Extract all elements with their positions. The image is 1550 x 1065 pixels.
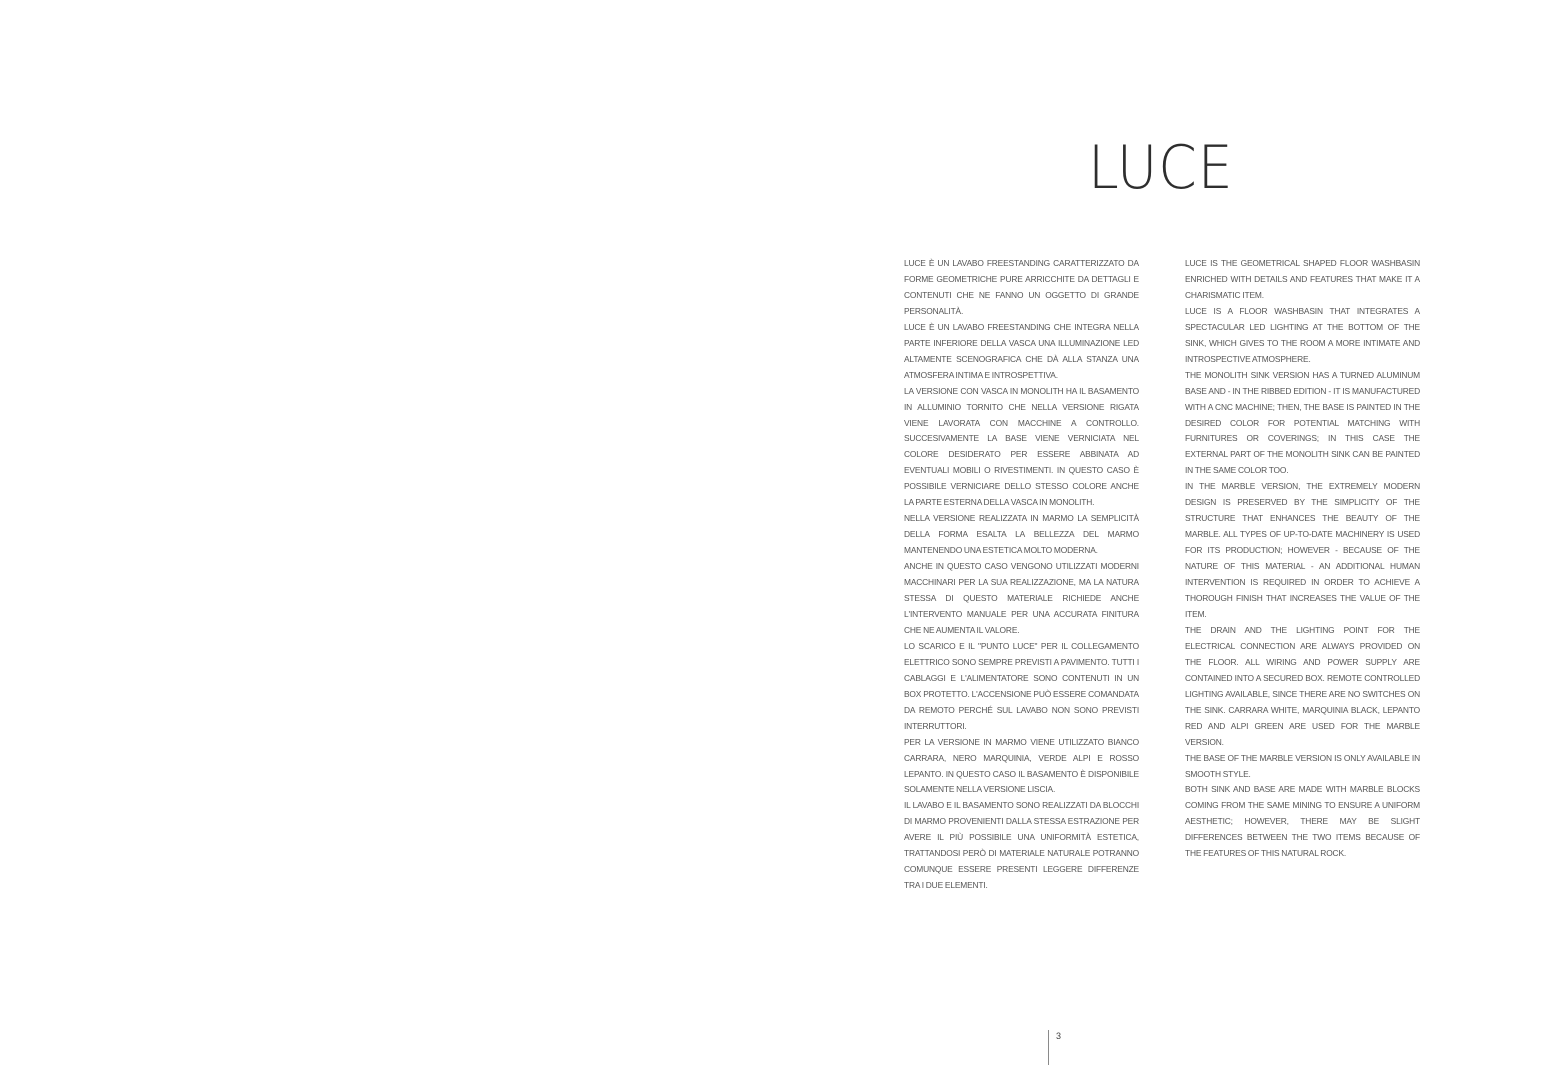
page-number: 3 (1056, 1031, 1062, 1041)
italian-paragraph: LUCE È UN LAVABO FREESTANDING CARATTERIZZATO DA FORME GEOMETRICHE PURE ARRICCHITE DA DETTAGLI E CONTENUTI CHE NE FANNO UN OGGETTO DI GRANDE PERSONALITÀ. (904, 258, 1139, 316)
english-paragraph: BOTH SINK AND BASE ARE MADE WITH MARBLE BLOCKS COMING FROM THE SAME MINING TO ENSURE A UNIFORM AESTHETIC; HOWEVER, THERE MAY BE SLIGHT DIFFERENCES BETWEEN THE TWO ITEMS BECAUSE OF THE FEATURES OF THIS NATURAL ROCK. (1185, 784, 1420, 859)
page-title: LUCE (1088, 133, 1234, 203)
italian-paragraph: LUCE È UN LAVABO FREESTANDING CHE INTEGRA NELLA PARTE INFERIORE DELLA VASCA UNA ILLUMINAZIONE LED ALTAMENTE SCENOGRAFICA CHE DÀ ALLA STANZA UNA ATMOSFERA INTIMA E INTROSPETTIVA. (904, 321, 1139, 380)
italian-paragraph: IL LAVABO E IL BASAMENTO SONO REALIZZATI DA BLOCCHI DI MARMO PROVENIENTI DALLA STESSA ESTRAZIONE PER AVERE IL PIÙ POSSIBILE UNA UNIFORMITÀ ESTETICA, TRATTANDOSI PERÒ DI MATERIALE NATURALE POTRANNO COMUNQUE ESSERE PRESENTI LEGGERE DIFFERENZE TRA I DUE ELEMENTI. (904, 800, 1139, 891)
english-paragraph: THE BASE OF THE MARBLE VERSION IS ONLY AVAILABLE IN SMOOTH STYLE. (1185, 752, 1420, 779)
english-paragraph: IN THE MARBLE VERSION, THE EXTREMELY MODERN DESIGN IS PRESERVED BY THE SIMPLICITY OF THE STRUCTURE THAT ENHANCES THE BEAUTY OF THE MARBLE. ALL TYPES OF UP-TO-DATE MACHINERY IS USED FOR ITS PRODUCTION; HOWEVER - BECAUSE OF THE NATURE OF THIS MATERIAL - AN ADDITIONAL HUMAN INTERVENTION IS REQUIRED IN ORDER TO ACHIEVE A THOROUGH FINISH THAT INCREASES THE VALUE OF THE ITEM. (1185, 481, 1420, 619)
italian-paragraph: NELLA VERSIONE REALIZZATA IN MARMO LA SEMPLICITÀ DELLA FORMA ESALTA LA BELLEZZA DEL MARMO MANTENENDO UNA ESTETICA MOLTO MODERNA. (904, 513, 1139, 556)
italian-paragraph: LO SCARICO E IL "PUNTO LUCE" PER IL COLLEGAMENTO ELETTRICO SONO SEMPRE PREVISTI A PAVIMENTO. TUTTI I CABLAGGI E L'ALIMENTATORE SONO CONTENUTI IN UN BOX PROTETTO. L'ACCENSIONE PUÒ ESSERE COMANDATA DA REMOTO PERCHÉ SUL LAVABO NON SONO PREVISTI INTERRUTTORI. (904, 640, 1139, 731)
english-paragraph: LUCE IS A FLOOR WASHBASIN THAT INTEGRATES A SPECTACULAR LED LIGHTING AT THE BOTTOM OF THE SINK, WHICH GIVES TO THE ROOM A MORE INTIMATE AND INTROSPECTIVE ATMOSPHERE. (1185, 305, 1420, 364)
italian-text-column (904, 256, 1139, 894)
italian-paragraph: ANCHE IN QUESTO CASO VENGONO UTILIZZATI MODERNI MACCHINARI PER LA SUA REALIZZAZIONE, MA LA NATURA STESSA DI QUESTO MATERIALE RICHIEDE ANCHE L'INTERVENTO MANUALE PER UNA ACCURATA FINITURA CHE NE AUMENTA IL VALORE. (904, 561, 1139, 635)
italian-paragraph: PER LA VERSIONE IN MARMO VIENE UTILIZZATO BIANCO CARRARA, NERO MARQUINIA, VERDE ALPI E ROSSO LEPANTO. IN QUESTO CASO IL BASAMENTO È DISPONIBILE SOLAMENTE NELLA VERSIONE LISCIA. (904, 736, 1139, 795)
english-text-column (1185, 256, 1420, 862)
english-paragraph: THE MONOLITH SINK VERSION HAS A TURNED ALUMINUM BASE AND - IN THE RIBBED EDITION - IT IS MANUFACTURED WITH A CNC MACHINE; THEN, THE BASE IS PAINTED IN THE DESIRED COLOR FOR POTENTIAL MATCHING WITH FURNITURES OR COVERINGS; IN THIS CASE THE EXTERNAL PART OF THE MONOLITH SINK CAN BE PAINTED IN THE SAME COLOR TOO. (1185, 369, 1420, 476)
english-paragraph: LUCE IS THE GEOMETRICAL SHAPED FLOOR WASHBASIN ENRICHED WITH DETAILS AND FEATURES THAT MAKE IT A CHARISMATIC ITEM. (1185, 258, 1420, 300)
page-number-rule (1048, 1030, 1049, 1065)
english-paragraph: THE DRAIN AND THE LIGHTING POINT FOR THE ELECTRICAL CONNECTION ARE ALWAYS PROVIDED ON THE FLOOR. ALL WIRING AND POWER SUPPLY ARE CONTAINED INTO A SECURED BOX. REMOTE CONTROLLED LIGHTING AVAILABLE, SINCE THERE ARE NO SWITCHES ON THE SINK. CARRARA WHITE, MARQUINIA BLACK, LEPANTO RED AND ALPI GREEN ARE USED FOR THE MARBLE VERSION. (1185, 624, 1420, 747)
italian-paragraph: LA VERSIONE CON VASCA IN MONOLITH HA IL BASAMENTO IN ALLUMINIO TORNITO CHE NELLA VERSIONE RIGATA VIENE LAVORATA CON MACCHINE A CONTROLLO. SUCCESIVAMENTE LA BASE VIENE VERNICIATA NEL COLORE DESIDERATO PER ESSERE ABBINATA AD EVENTUALI MOBILI O RIVESTIMENTI. IN QUESTO CASO È POSSIBILE VERNICIARE DELLO STESSO COLORE ANCHE LA PARTE ESTERNA DELLA VASCA IN MONOLITH. (904, 385, 1139, 508)
